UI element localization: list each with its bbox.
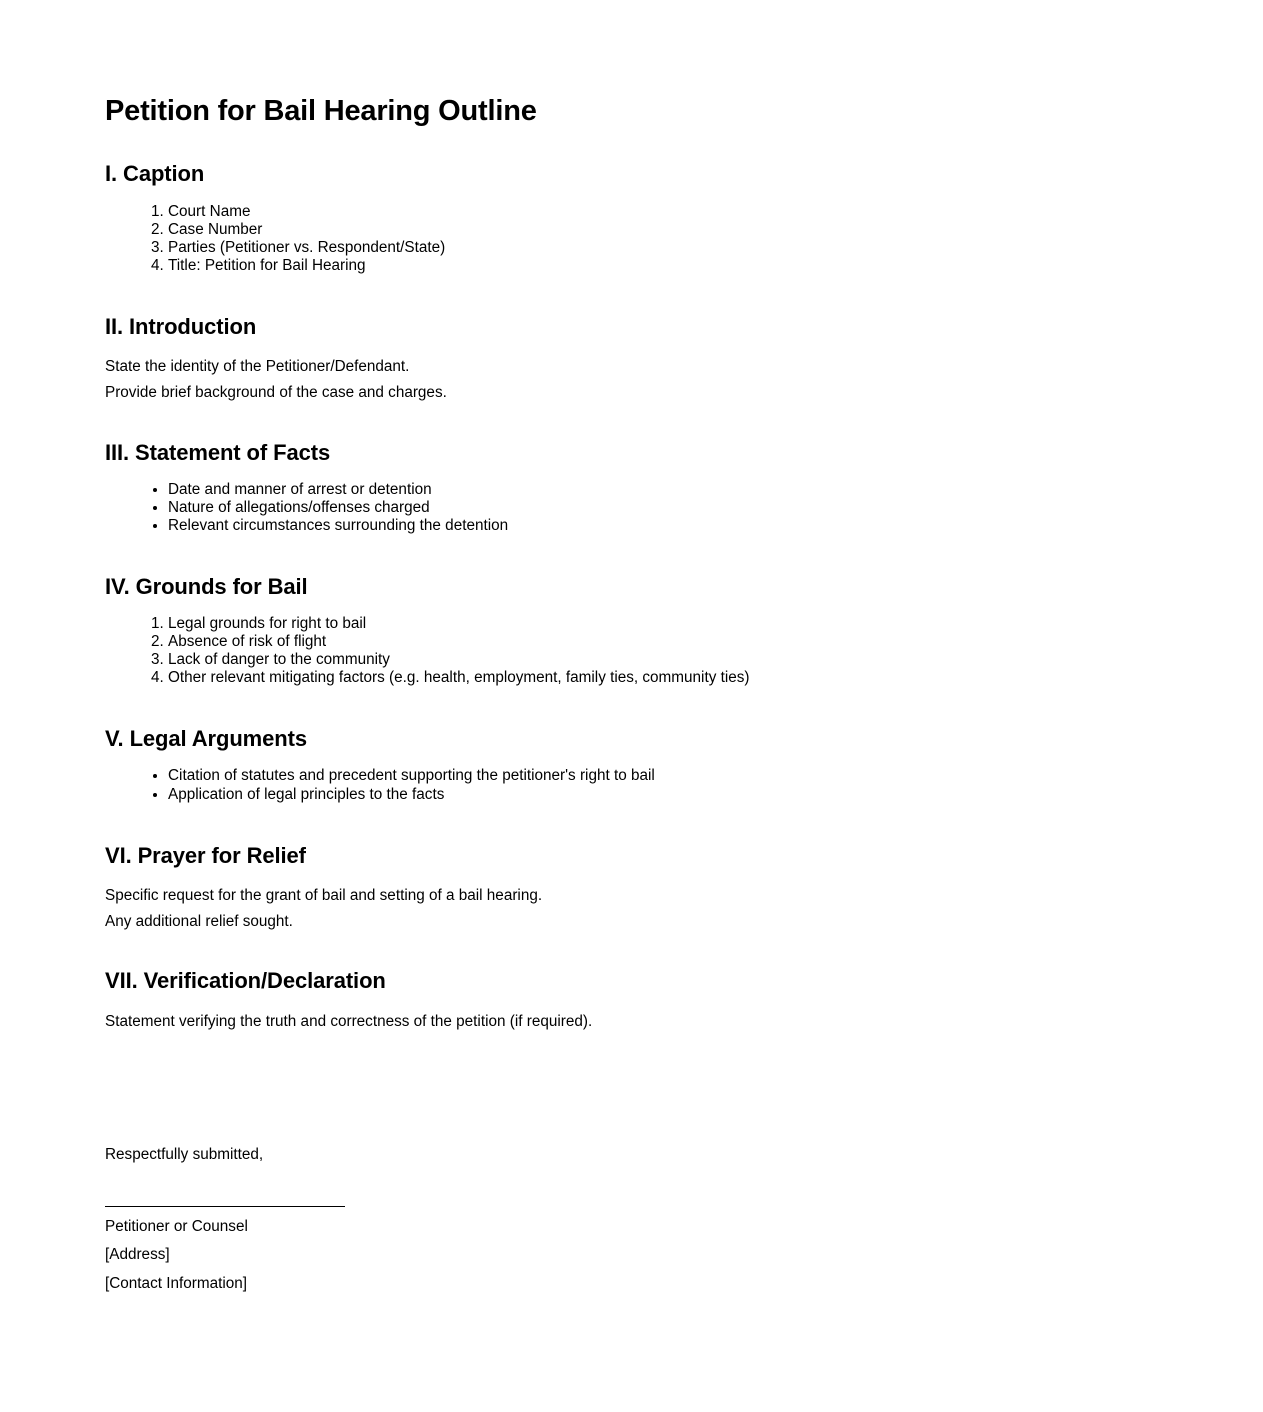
list-item: • Relevant circumstances surrounding the detention <box>168 517 1158 535</box>
signer-address: [Address] <box>105 1246 170 1264</box>
page-title: Petition for Bail Hearing Outline <box>105 95 537 127</box>
legal-arguments-list <box>105 767 1158 803</box>
list-item: • Date and manner of arrest or detention <box>168 481 1158 499</box>
signature-spacer <box>105 1029 1158 1147</box>
list-item: 1. Court Name <box>168 203 1158 221</box>
list-item: 1. Legal grounds for right to bail <box>168 615 1158 633</box>
section-heading-legal-arguments: V. Legal Arguments <box>105 726 307 752</box>
closing-salutation: Respectfully submitted, <box>105 1145 264 1163</box>
section-heading-caption: I. Caption <box>105 161 205 187</box>
list-item: 4. Title: Petition for Bail Hearing <box>168 257 1158 275</box>
list-item: 3. Parties (Petitioner vs. Respondent/State) <box>168 239 1158 257</box>
paragraph: Any additional relief sought. <box>105 913 293 931</box>
paragraph: Specific request for the grant of bail and setting of a bail hearing. <box>105 886 543 904</box>
signature-line <box>105 1206 345 1207</box>
list-item: • Citation of statutes and precedent supporting the petitioner's right to bail <box>168 767 1158 785</box>
document-body <box>105 96 1158 1291</box>
caption-list <box>105 203 1158 275</box>
paragraph: State the identity of the Petitioner/Defendant. <box>105 358 410 375</box>
section-heading-grounds-for-bail: IV. Grounds for Bail <box>105 573 308 599</box>
signer-contact: [Contact Information] <box>105 1274 247 1292</box>
section-heading-prayer-for-relief: VI. Prayer for Relief <box>105 842 306 868</box>
list-item: 4. Other relevant mitigating factors (e.g. health, employment, family ties, community ties) <box>168 669 1158 687</box>
list-item: 2. Absence of risk of flight <box>168 633 1158 651</box>
paragraph: Statement verifying the truth and correctness of the petition (if required). <box>105 1012 593 1030</box>
section-heading-introduction: II. Introduction <box>105 313 257 339</box>
list-item: 3. Lack of danger to the community <box>168 651 1158 669</box>
signer-role: Petitioner or Counsel <box>105 1218 248 1236</box>
paragraph: Provide brief background of the case and charges. <box>105 384 447 402</box>
section-heading-verification-declaration: VII. Verification/Declaration <box>105 968 386 994</box>
grounds-for-bail-list <box>105 615 1158 687</box>
list-item: 2. Case Number <box>168 221 1158 239</box>
statement-of-facts-list <box>105 481 1158 535</box>
section-heading-statement-of-facts: III. Statement of Facts <box>105 439 331 465</box>
list-item: • Nature of allegations/offenses charged <box>168 499 1158 517</box>
list-item: • Application of legal principles to the facts <box>168 786 1158 804</box>
